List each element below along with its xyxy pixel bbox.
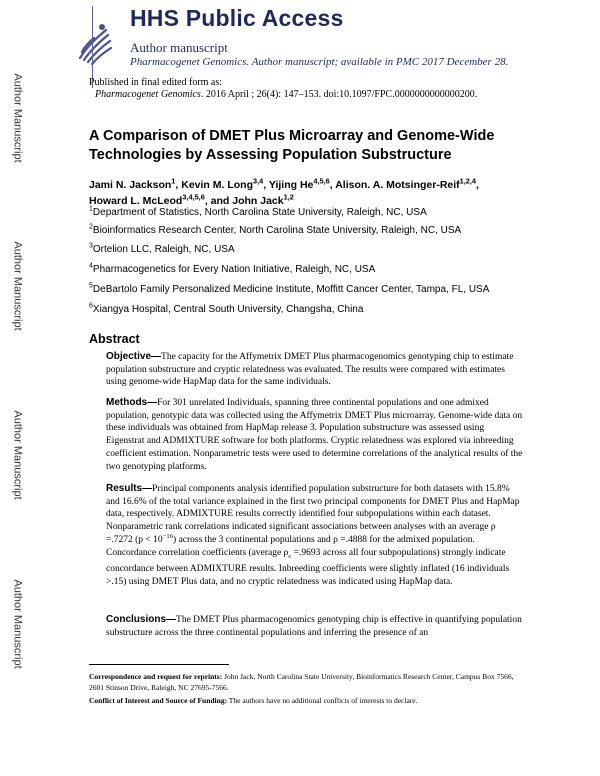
author-name: Alison. A. Motsinger-Reif — [335, 179, 460, 191]
citation-line: Pharmacogenet Genomics. 2016 April ; 26(4): 147–153. doi:10.1097/FPC.0000000000000200. — [95, 89, 478, 100]
abstract-results: Results—Principal components analysis identified population substructure for both datasets with 15.8% and 16.6% of the total variance explained in the first two principal components for DMET Plus and HapMap data, respectively. ADMIXTURE results correctly identified four subpopulations within each dataset. Nonparametric rank correlations indicated significant associations between analyses with an average ρ =.7272 $(p < 10^{-16})$ across the 3 continental populations and ρ =.4888 for the admixed population. Concordance correlation coefficients (average $\rho_c =.9693$ across all four subpopulations) strongly indicate concordance between ADMIXTURE results. Inbreeding coefficients were slightly inflated (16 individuals >.15) using DMET Plus data, and no cryptic relatedness was indicated using HapMap data. — [106, 483, 520, 587]
affiliation: $^6$Xiangya Hospital, Central South University, Changsha, China — [89, 302, 364, 315]
conflict-footnote: Conflict of Interest and Source of Funding: The authors have no additional conflicts of interests to declare. — [89, 696, 418, 705]
side-label: Author Manuscript — [12, 73, 25, 163]
manuscript-type: Author manuscript — [130, 40, 228, 55]
side-label: Author Manuscript — [12, 241, 25, 331]
footnote-rule — [89, 664, 229, 665]
author-name: Jami N. Jackson — [89, 179, 172, 191]
author-name: Yijing He — [268, 179, 314, 191]
side-label: Author Manuscript — [12, 410, 25, 500]
article-title: A Comparison of DMET Plus Microarray and Genome-Wide Technologies by Assessing Population Substructure — [89, 128, 495, 163]
availability-line: Pharmacogenet Genomics. Author manuscript; available in PMC 2017 December 28. — [130, 56, 509, 68]
author-list: Jami N. Jackson$^1$, Kevin M. Long$^{3,4}$, Yijing He$^{4,5,6}$, Alison. A. Motsinger-Reif$^{1,2,4}$, Howard L. McLeod$^{3,4,5,6}$, and John Jack$^{1,2}$ — [89, 176, 479, 207]
author-name: Kevin M. Long — [181, 179, 253, 191]
brand-title: HHS Public Access — [130, 5, 344, 31]
correspondence-footnote: Correspondence and request for reprints: John Jack, North Carolina State University, Bioinformatics Research Center, Campus Box 7566, 2601 Stinson Drive, Raleigh, NC 27695-7566. — [89, 672, 514, 692]
author-name: John Jack — [232, 195, 284, 207]
affiliation: $^3$Ortelion LLC, Raleigh, NC, USA — [89, 242, 235, 255]
affiliation: $^1$Department of Statistics, North Carolina State University, Raleigh, NC, USA — [89, 205, 427, 218]
abstract-conclusions: Conclusions—The DMET Plus pharmacogenomics genotyping chip is effective in quantifying population substructure across the three continental populations and inferring the presence of an — [106, 614, 522, 638]
abstract-methods: Methods—For 301 unrelated Individuals, spanning three continental populations and one admixed population, genotypic data was collected using the Affymetrix DMET Plus microarray. Genome-wide data on these individuals was obtained from HapMap release 3. Population substructure was assessed using Eigenstrat and ADMIXTURE software for both platforms. Cryptic relatedness was explored via inbreeding coefficient estimation. Nonparametric tests were used to determine correlations of the analytical results of the two genotyping platforms. — [106, 397, 523, 472]
hhs-logo — [72, 18, 114, 68]
header-divider — [92, 6, 93, 88]
author-name: Howard L. McLeod — [89, 195, 183, 207]
affiliation: $^2$Bioinformatics Research Center, North Carolina State University, Raleigh, NC, USA — [89, 223, 462, 236]
side-label: Author Manuscript — [12, 579, 25, 669]
abstract-heading: Abstract — [89, 332, 140, 346]
abstract-objective: Objective—The capacity for the Affymetrix DMET Plus pharmacogenomics genotyping chip to estimate population substructure and cryptic relatedness was evaluated. The results were compared with estimates using genome-wide HapMap data for the same individuals. — [106, 351, 514, 388]
affiliation: $^5$DeBartolo Family Personalized Medicine Institute, Moffitt Cancer Center, Tampa, FL, USA — [89, 282, 490, 295]
affiliation: $^4$Pharmacogenetics for Every Nation Initiative, Raleigh, NC, USA — [89, 262, 376, 275]
published-label: Published in final edited form as: — [89, 77, 223, 88]
